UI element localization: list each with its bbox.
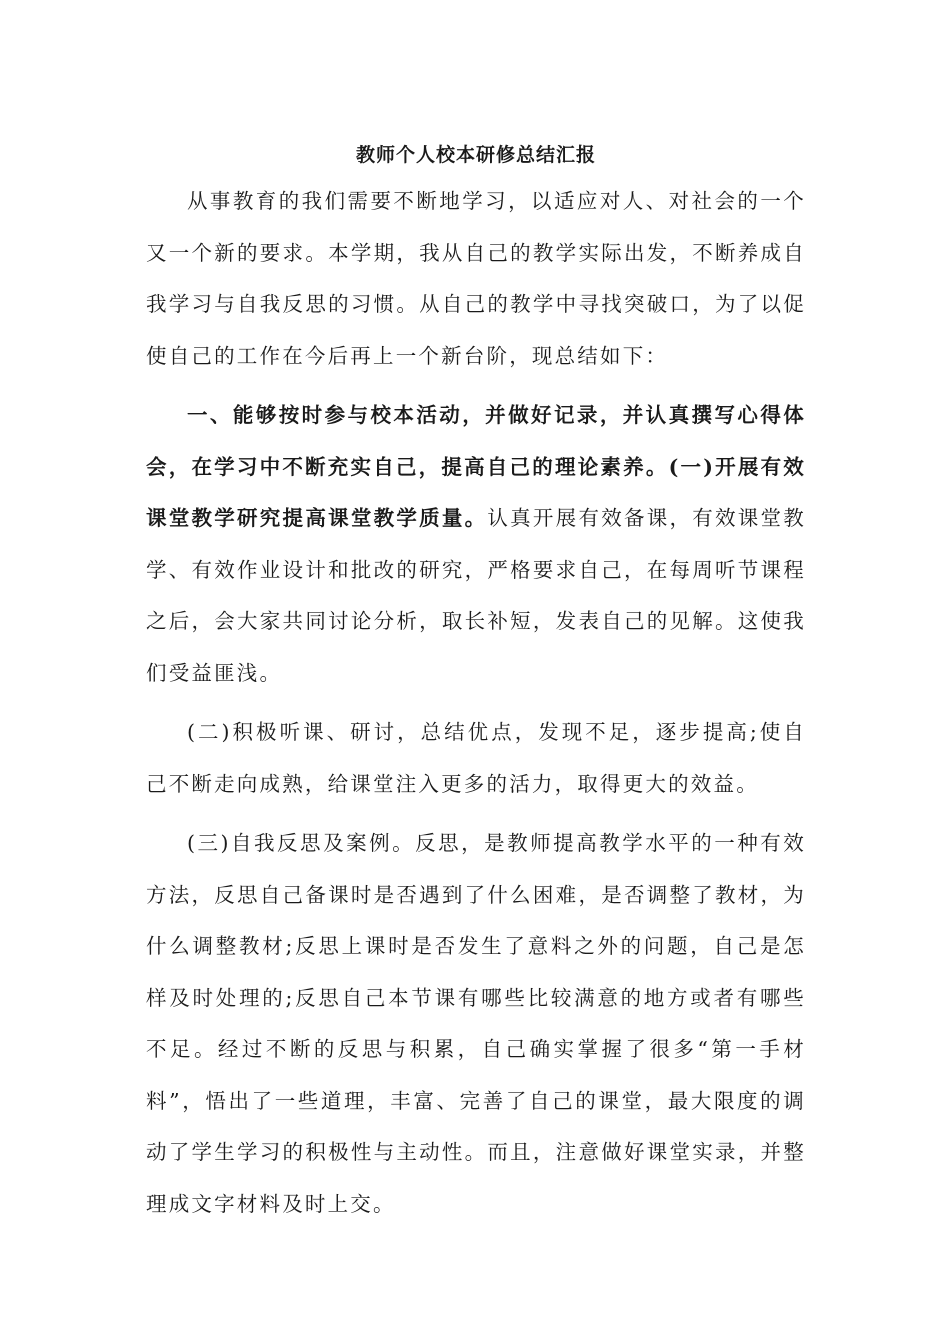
section-1-paragraph bbox=[146, 390, 806, 699]
section-1-heading: 一、能够按时参与校本活动，并做好记录，并认真撰写心得体会，在学习中不断充实自己，提高自己的理论素养。(一)开展有效课堂教学研究提高课堂教学质量。 bbox=[146, 403, 806, 530]
section-1-body: 认真开展有效备课，有效课堂教学、有效作业设计和批改的研究，严格要求自己，在每周听节课程之后，会大家共同讨论分析，取长补短，发表自己的见解。这使我们受益匪浅。 bbox=[146, 506, 806, 685]
document-page bbox=[146, 136, 806, 1230]
section-3-paragraph: (三)自我反思及案例。反思，是教师提高教学水平的一种有效方法，反思自己备课时是否遇到了什么困难，是否调整了教材，为什么调整教材;反思上课时是否发生了意料之外的问题，自己是怎样及时处理的;反思自己本节课有哪些比较满意的地方或者有哪些不足。经过不断的反思与积累，自己确实掌握了很多“第一手材料”，悟出了一些道理，丰富、完善了自己的课堂，最大限度的调动了学生学习的积极性与主动性。而且，注意做好课堂实录，并整理成文字材料及时上交。 bbox=[146, 831, 806, 1216]
intro-paragraph: 从事教育的我们需要不断地学习，以适应对人、对社会的一个又一个新的要求。本学期，我从自己的教学实际出发，不断养成自我学习与自我反思的习惯。从自己的教学中寻找突破口，为了以促使自己的工作在今后再上一个新台阶，现总结如下： bbox=[146, 189, 806, 368]
document-title: 教师个人校本研修总结汇报 bbox=[355, 144, 596, 166]
section-2-paragraph: (二)积极听课、研讨，总结优点，发现不足，逐步提高;使自己不断走向成熟，给课堂注入更多的活力，取得更大的效益。 bbox=[146, 720, 806, 796]
